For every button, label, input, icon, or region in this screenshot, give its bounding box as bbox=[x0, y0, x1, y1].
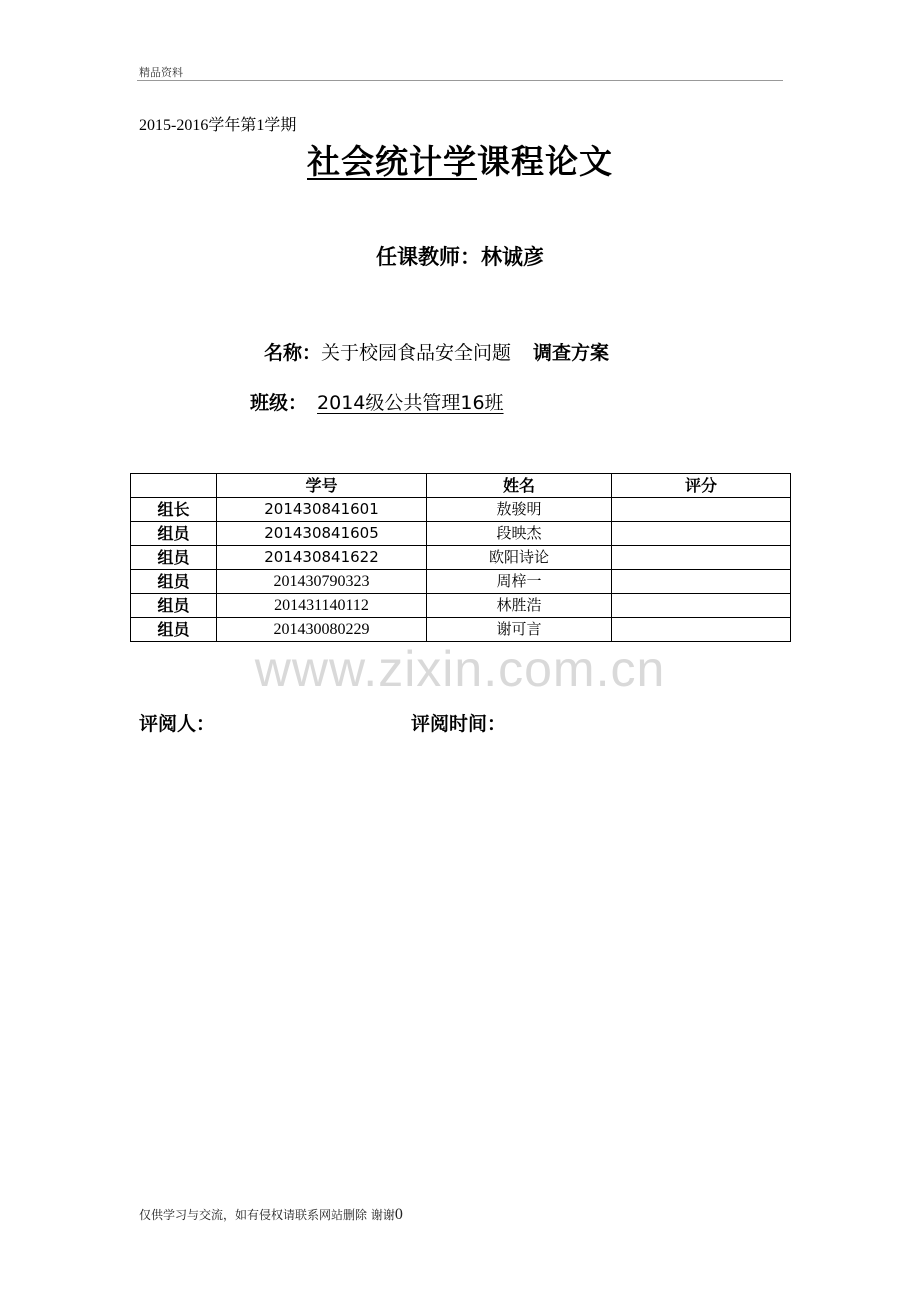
score-cell[interactable] bbox=[612, 498, 791, 522]
table-row bbox=[131, 498, 791, 522]
footer-note bbox=[139, 1206, 403, 1224]
score-cell[interactable] bbox=[612, 546, 791, 570]
header-cell-score: 评分 bbox=[612, 474, 791, 498]
student-id-cell: 201430080229 bbox=[217, 618, 427, 642]
student-id-cell: 201430841605 bbox=[217, 522, 427, 546]
score-cell[interactable] bbox=[612, 594, 791, 618]
role-cell: 组员 bbox=[131, 618, 217, 642]
header-divider bbox=[137, 80, 783, 81]
watermark: www.zixin.com.cn bbox=[254, 641, 666, 697]
score-cell[interactable] bbox=[612, 522, 791, 546]
topic-suffix: 调查方案 bbox=[533, 342, 610, 364]
page-number: 0 bbox=[394, 1206, 403, 1223]
student-name-cell: 欧阳诗论 bbox=[427, 546, 612, 570]
student-name-cell: 谢可言 bbox=[427, 618, 612, 642]
class-line bbox=[250, 388, 504, 415]
role-cell: 组员 bbox=[131, 594, 217, 618]
header-cell-id: 学号 bbox=[217, 474, 427, 498]
table-row bbox=[131, 546, 791, 570]
role-cell: 组员 bbox=[131, 546, 217, 570]
table-header-row bbox=[131, 474, 791, 498]
teacher-line: 任课教师：林诚彦 bbox=[376, 245, 544, 269]
role-cell: 组员 bbox=[131, 522, 217, 546]
table-row bbox=[131, 594, 791, 618]
header-cell-name: 姓名 bbox=[427, 474, 612, 498]
student-name-cell: 敖骏明 bbox=[427, 498, 612, 522]
student-id-cell: 201431140112 bbox=[217, 594, 427, 618]
score-cell[interactable] bbox=[612, 570, 791, 594]
student-id-cell: 201430841622 bbox=[217, 546, 427, 570]
header-cell-blank bbox=[131, 474, 217, 498]
title-rest: 课程论文 bbox=[477, 142, 613, 181]
footer-text: 仅供学习与交流，如有侵权请联系网站删除 谢谢 bbox=[139, 1208, 395, 1222]
table-row bbox=[131, 618, 791, 642]
role-cell: 组员 bbox=[131, 570, 217, 594]
member-table bbox=[130, 473, 791, 642]
student-name-cell: 段映杰 bbox=[427, 522, 612, 546]
term-label: 2015-2016学年第1学期 bbox=[139, 117, 297, 134]
class-label: 班级： bbox=[250, 392, 308, 414]
reviewer-label: 评阅人： bbox=[139, 713, 216, 735]
table-row bbox=[131, 522, 791, 546]
topic-text: 关于校园食品安全问题 bbox=[321, 342, 512, 364]
score-cell[interactable] bbox=[612, 618, 791, 642]
student-id-cell: 201430790323 bbox=[217, 570, 427, 594]
topic-label: 名称： bbox=[264, 342, 322, 364]
student-id-cell: 201430841601 bbox=[217, 498, 427, 522]
student-name-cell: 周梓一 bbox=[427, 570, 612, 594]
class-value: 2014级公共管理16班 bbox=[317, 392, 504, 414]
table-row bbox=[131, 570, 791, 594]
title-underlined: 社会统计学 bbox=[307, 142, 477, 181]
student-name-cell: 林胜浩 bbox=[427, 594, 612, 618]
review-time-label: 评阅时间： bbox=[411, 713, 507, 735]
role-cell: 组长 bbox=[131, 498, 217, 522]
topic-line bbox=[264, 338, 609, 365]
header-label: 精品资料 bbox=[139, 66, 183, 79]
document-title bbox=[0, 136, 920, 183]
